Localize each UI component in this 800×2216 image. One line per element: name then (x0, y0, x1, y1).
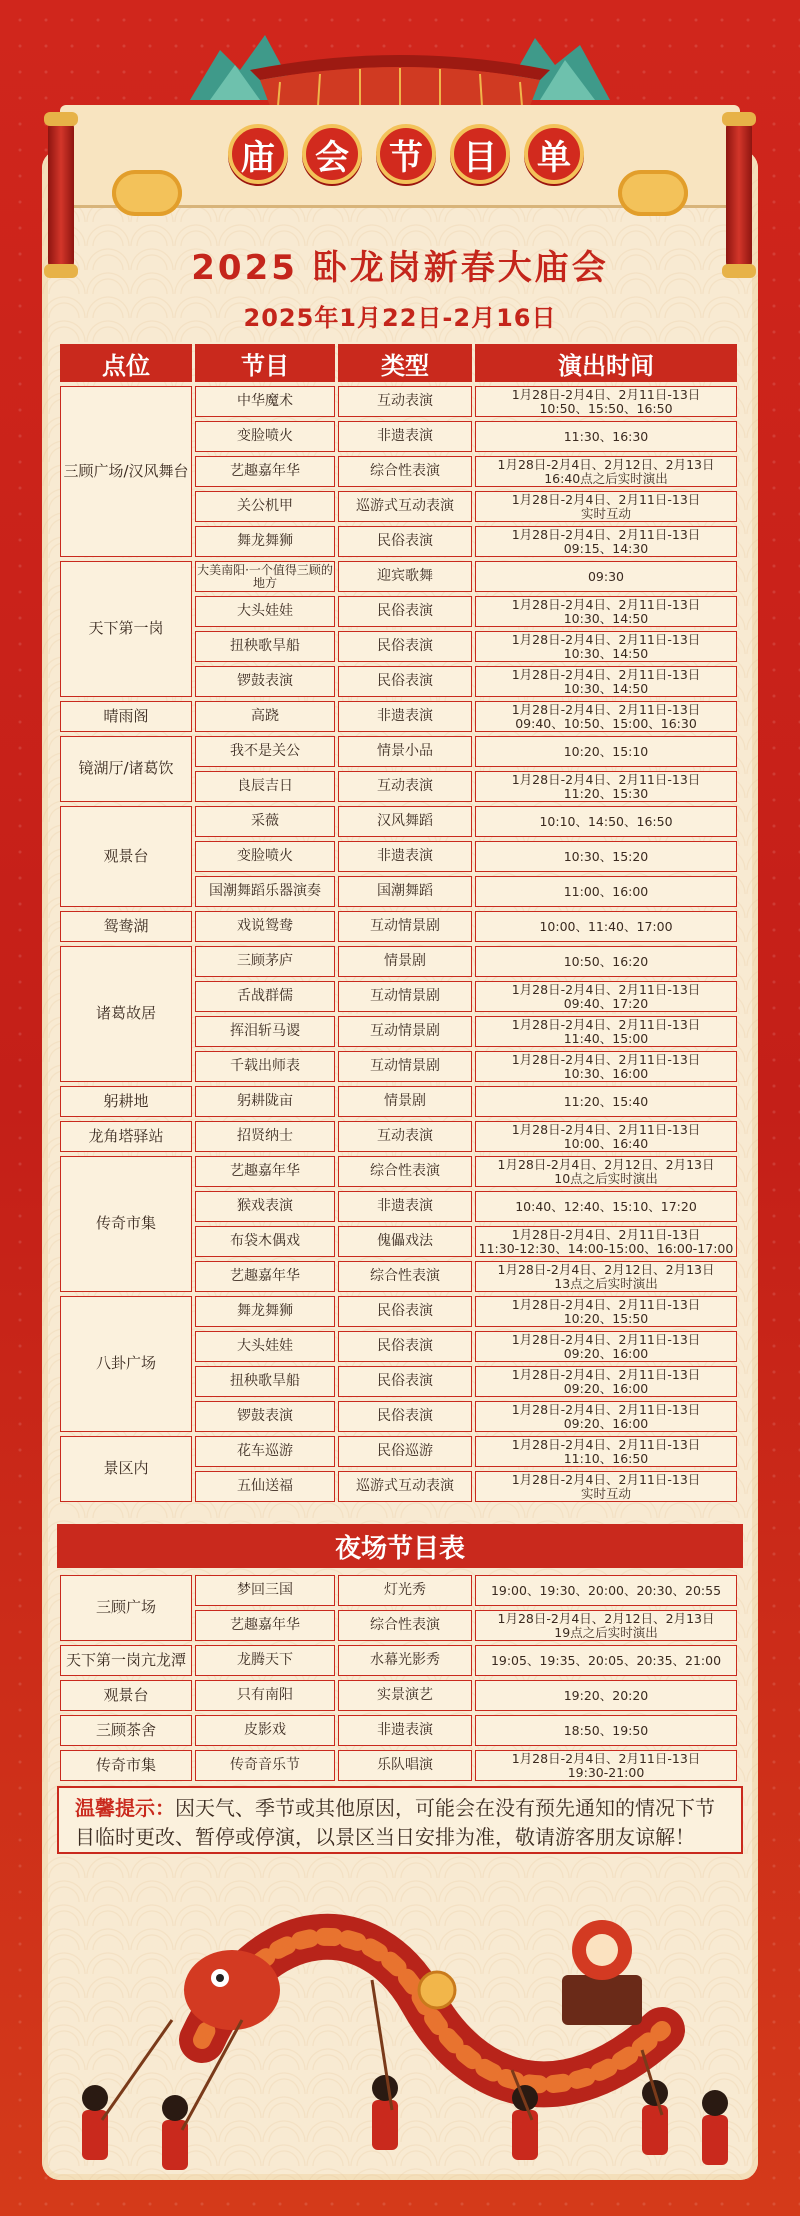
program-cell: 躬耕陇亩 (195, 1086, 335, 1117)
time-cell: 1月28日-2月4日、2月11日-13日 19:30-21:00 (475, 1750, 737, 1781)
night-section-title: 夜场节目表 (57, 1524, 743, 1568)
table-row (60, 386, 737, 417)
table-row (60, 1575, 737, 1606)
time-cell: 1月28日-2月4日、2月12日、2月13日 10点之后实时演出 (475, 1156, 737, 1187)
program-cell: 艺趣嘉年华 (195, 1156, 335, 1187)
temple-roof-icon (240, 40, 560, 110)
location-cell: 传奇市集 (60, 1750, 192, 1781)
title-char: 会 (302, 124, 362, 184)
table-row (60, 1715, 737, 1746)
table-row (60, 806, 737, 837)
program-cell: 我不是关公 (195, 736, 335, 767)
location-cell: 三顾广场 (60, 1575, 192, 1641)
table-row (60, 1296, 737, 1327)
program-cell: 采薇 (195, 806, 335, 837)
time-cell: 1月28日-2月4日、2月11日-13日 11:10、16:50 (475, 1436, 737, 1467)
type-cell: 互动情景剧 (338, 981, 472, 1012)
page-title (228, 124, 584, 184)
time-cell: 1月28日-2月4日、2月12日、2月13日 16:40点之后实时演出 (475, 456, 737, 487)
time-cell: 1月28日-2月4日、2月11日-13日 11:20、15:30 (475, 771, 737, 802)
type-cell: 非遗表演 (338, 1191, 472, 1222)
time-cell: 1月28日-2月4日、2月11日-13日 10:50、15:50、16:50 (475, 386, 737, 417)
time-cell: 1月28日-2月4日、2月11日-13日 10:00、16:40 (475, 1121, 737, 1152)
time-cell: 11:20、15:40 (475, 1086, 737, 1117)
program-table (57, 340, 740, 1506)
program-cell: 锣鼓表演 (195, 666, 335, 697)
location-cell: 鸳鸯湖 (60, 911, 192, 942)
time-cell: 10:20、15:10 (475, 736, 737, 767)
program-cell: 花车巡游 (195, 1436, 335, 1467)
program-cell: 舞龙舞狮 (195, 1296, 335, 1327)
time-cell: 19:00、19:30、20:00、20:30、20:55 (475, 1575, 737, 1606)
time-cell: 1月28日-2月4日、2月11日-13日 09:40、10:50、15:00、16:30 (475, 701, 737, 732)
time-cell: 19:05、19:35、20:05、20:35、21:00 (475, 1645, 737, 1676)
program-cell: 扭秧歌旱船 (195, 631, 335, 662)
table-row (60, 911, 737, 942)
event-subtitle: 2025 卧龙岗新春大庙会 (191, 248, 609, 288)
program-cell: 招贤纳士 (195, 1121, 335, 1152)
program-cell: 梦回三国 (195, 1575, 335, 1606)
time-cell: 1月28日-2月4日、2月11日-13日 09:15、14:30 (475, 526, 737, 557)
type-cell: 综合性表演 (338, 1261, 472, 1292)
table-row (60, 561, 737, 592)
location-cell: 镜湖厅/诸葛饮 (60, 736, 192, 802)
column-header: 点位 (60, 344, 192, 382)
program-cell: 变脸喷火 (195, 841, 335, 872)
location-cell: 三顾广场/汉风舞台 (60, 386, 192, 557)
program-cell: 关公机甲 (195, 491, 335, 522)
notice-label: 温馨提示： (75, 1796, 175, 1820)
type-cell: 民俗表演 (338, 1366, 472, 1397)
location-cell: 传奇市集 (60, 1156, 192, 1292)
time-cell: 1月28日-2月4日、2月11日-13日 09:20、16:00 (475, 1401, 737, 1432)
location-cell: 景区内 (60, 1436, 192, 1502)
time-cell: 18:50、19:50 (475, 1715, 737, 1746)
time-cell: 11:00、16:00 (475, 876, 737, 907)
location-cell: 观景台 (60, 806, 192, 907)
time-cell: 1月28日-2月4日、2月11日-13日 10:30、14:50 (475, 631, 737, 662)
notice-box (57, 1786, 743, 1854)
title-char: 庙 (228, 124, 288, 184)
time-cell: 11:30、16:30 (475, 421, 737, 452)
type-cell: 非遗表演 (338, 701, 472, 732)
type-cell: 民俗表演 (338, 596, 472, 627)
time-cell: 1月28日-2月4日、2月11日-13日 10:30、14:50 (475, 596, 737, 627)
program-cell: 艺趣嘉年华 (195, 1261, 335, 1292)
program-cell: 三顾茅庐 (195, 946, 335, 977)
title-char: 单 (524, 124, 584, 184)
type-cell: 民俗表演 (338, 666, 472, 697)
location-cell: 诸葛故居 (60, 946, 192, 1082)
type-cell: 非遗表演 (338, 421, 472, 452)
time-cell: 10:00、11:40、17:00 (475, 911, 737, 942)
type-cell: 互动表演 (338, 771, 472, 802)
table-row (60, 736, 737, 767)
type-cell: 情景剧 (338, 1086, 472, 1117)
time-cell: 10:10、14:50、16:50 (475, 806, 737, 837)
type-cell: 情景剧 (338, 946, 472, 977)
location-cell: 天下第一岗亢龙潭 (60, 1645, 192, 1676)
table-row (60, 1086, 737, 1117)
table-header-row (60, 344, 737, 382)
type-cell: 民俗巡游 (338, 1436, 472, 1467)
type-cell: 综合性表演 (338, 456, 472, 487)
program-cell: 良辰吉日 (195, 771, 335, 802)
notice-text: 因天气、季节或其他原因，可能会在没有预先通知的情况下节目临时更改、暂停或停演，以景区当日安排为准，敬请游客朋友谅解！ (75, 1796, 715, 1849)
type-cell: 非遗表演 (338, 1715, 472, 1746)
time-cell: 09:30 (475, 561, 737, 592)
time-cell: 1月28日-2月4日、2月11日-13日 10:30、16:00 (475, 1051, 737, 1082)
table-row (60, 701, 737, 732)
program-cell: 锣鼓表演 (195, 1401, 335, 1432)
table-row (60, 1680, 737, 1711)
night-program-table (57, 1571, 740, 1785)
location-cell: 晴雨阁 (60, 701, 192, 732)
title-char: 节 (376, 124, 436, 184)
time-cell: 10:50、16:20 (475, 946, 737, 977)
program-cell: 扭秧歌旱船 (195, 1366, 335, 1397)
type-cell: 汉风舞蹈 (338, 806, 472, 837)
table-row (60, 946, 737, 977)
column-header: 类型 (338, 344, 472, 382)
location-cell: 八卦广场 (60, 1296, 192, 1432)
time-cell: 1月28日-2月4日、2月11日-13日 实时互动 (475, 1471, 737, 1502)
program-cell: 舞龙舞狮 (195, 526, 335, 557)
type-cell: 迎宾歌舞 (338, 561, 472, 592)
title-char: 目 (450, 124, 510, 184)
time-cell: 1月28日-2月4日、2月11日-13日 11:40、15:00 (475, 1016, 737, 1047)
time-cell: 1月28日-2月4日、2月11日-13日 10:30、14:50 (475, 666, 737, 697)
type-cell: 综合性表演 (338, 1610, 472, 1641)
dragon-dance-illustration (42, 1870, 758, 2180)
program-cell: 大美南阳·一个值得三顾的地方 (195, 561, 335, 592)
type-cell: 互动表演 (338, 386, 472, 417)
program-cell: 艺趣嘉年华 (195, 456, 335, 487)
program-cell: 国潮舞蹈乐器演奏 (195, 876, 335, 907)
time-cell: 1月28日-2月4日、2月11日-13日 11:30-12:30、14:00-15:00、16:00-17:00 (475, 1226, 737, 1257)
type-cell: 傀儡戏法 (338, 1226, 472, 1257)
time-cell: 1月28日-2月4日、2月11日-13日 09:20、16:00 (475, 1366, 737, 1397)
program-cell: 中华魔术 (195, 386, 335, 417)
program-cell: 五仙送福 (195, 1471, 335, 1502)
type-cell: 互动情景剧 (338, 1016, 472, 1047)
program-cell: 猴戏表演 (195, 1191, 335, 1222)
type-cell: 民俗表演 (338, 631, 472, 662)
event-dates: 2025年1月22日-2月16日 (243, 304, 557, 332)
type-cell: 民俗表演 (338, 1331, 472, 1362)
type-cell: 互动情景剧 (338, 1051, 472, 1082)
type-cell: 非遗表演 (338, 841, 472, 872)
time-cell: 1月28日-2月4日、2月11日-13日 10:20、15:50 (475, 1296, 737, 1327)
time-cell: 1月28日-2月4日、2月11日-13日 09:20、16:00 (475, 1331, 737, 1362)
program-cell: 挥泪斩马谡 (195, 1016, 335, 1047)
program-cell: 高跷 (195, 701, 335, 732)
time-cell: 1月28日-2月4日、2月12日、2月13日 19点之后实时演出 (475, 1610, 737, 1641)
program-cell: 布袋木偶戏 (195, 1226, 335, 1257)
location-cell: 天下第一岗 (60, 561, 192, 697)
program-cell: 千载出师表 (195, 1051, 335, 1082)
program-cell: 舌战群儒 (195, 981, 335, 1012)
type-cell: 情景小品 (338, 736, 472, 767)
program-cell: 艺趣嘉年华 (195, 1610, 335, 1641)
table-row (60, 1436, 737, 1467)
program-cell: 传奇音乐节 (195, 1750, 335, 1781)
table-row (60, 1121, 737, 1152)
location-cell: 观景台 (60, 1680, 192, 1711)
type-cell: 巡游式互动表演 (338, 491, 472, 522)
time-cell: 10:30、15:20 (475, 841, 737, 872)
type-cell: 巡游式互动表演 (338, 1471, 472, 1502)
program-cell: 大头娃娃 (195, 596, 335, 627)
column-header: 节目 (195, 344, 335, 382)
type-cell: 民俗表演 (338, 1296, 472, 1327)
program-cell: 大头娃娃 (195, 1331, 335, 1362)
type-cell: 水幕光影秀 (338, 1645, 472, 1676)
time-cell: 19:20、20:20 (475, 1680, 737, 1711)
table-row (60, 1156, 737, 1187)
time-cell: 10:40、12:40、15:10、17:20 (475, 1191, 737, 1222)
type-cell: 互动表演 (338, 1121, 472, 1152)
time-cell: 1月28日-2月4日、2月11日-13日 实时互动 (475, 491, 737, 522)
type-cell: 互动情景剧 (338, 911, 472, 942)
type-cell: 民俗表演 (338, 526, 472, 557)
type-cell: 综合性表演 (338, 1156, 472, 1187)
table-row (60, 1645, 737, 1676)
program-cell: 龙腾天下 (195, 1645, 335, 1676)
type-cell: 乐队唱演 (338, 1750, 472, 1781)
cloud-right-icon (618, 170, 688, 216)
table-row (60, 1750, 737, 1781)
program-cell: 皮影戏 (195, 1715, 335, 1746)
type-cell: 灯光秀 (338, 1575, 472, 1606)
cloud-left-icon (112, 170, 182, 216)
type-cell: 民俗表演 (338, 1401, 472, 1432)
location-cell: 三顾茶舍 (60, 1715, 192, 1746)
type-cell: 实景演艺 (338, 1680, 472, 1711)
program-cell: 只有南阳 (195, 1680, 335, 1711)
location-cell: 躬耕地 (60, 1086, 192, 1117)
location-cell: 龙角塔驿站 (60, 1121, 192, 1152)
program-cell: 戏说鸳鸯 (195, 911, 335, 942)
time-cell: 1月28日-2月4日、2月12日、2月13日 13点之后实时演出 (475, 1261, 737, 1292)
time-cell: 1月28日-2月4日、2月11日-13日 09:40、17:20 (475, 981, 737, 1012)
type-cell: 国潮舞蹈 (338, 876, 472, 907)
column-header: 演出时间 (475, 344, 737, 382)
program-cell: 变脸喷火 (195, 421, 335, 452)
